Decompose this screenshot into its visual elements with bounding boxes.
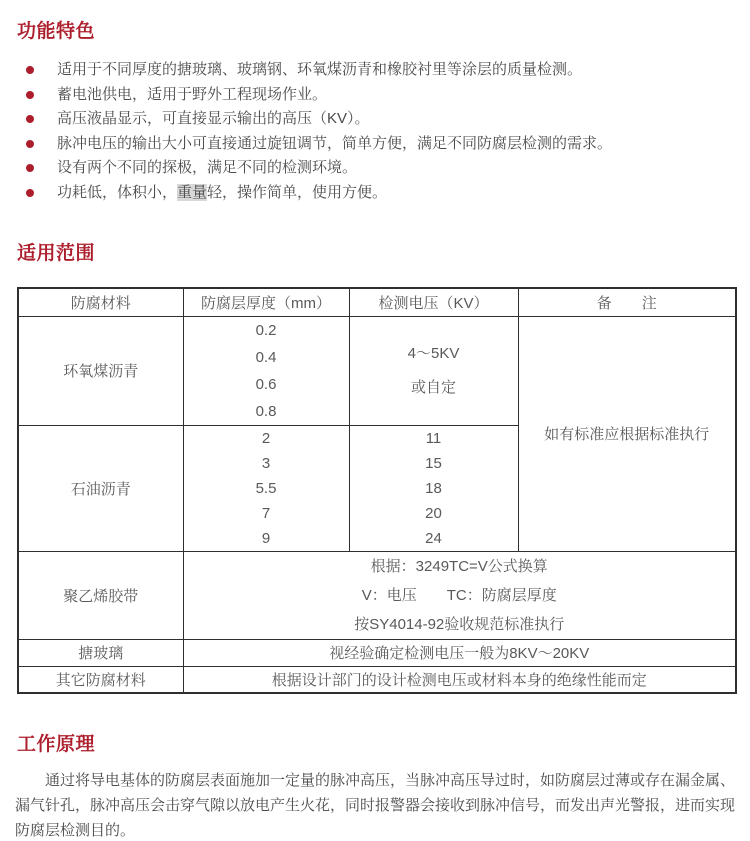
cell-line: 0.8 xyxy=(255,402,277,420)
feature-item xyxy=(26,132,735,157)
cell-line: 9 xyxy=(261,529,271,547)
cell-line: 按SY4014-92验收规范标准执行 xyxy=(354,615,565,633)
material-cell: 搪玻璃 xyxy=(18,639,183,666)
cell-line: 0.2 xyxy=(255,321,277,339)
principle-heading: 工作原理 xyxy=(17,734,96,755)
table-header-row xyxy=(18,288,736,316)
feature-item-text: 设有两个不同的探极，满足不同的检测环境。 xyxy=(57,159,358,176)
voltage-cell xyxy=(349,425,518,551)
feature-item-text: 高压液晶显示，可直接显示输出的高压（KV）。 xyxy=(57,110,370,127)
bullet-icon xyxy=(26,164,34,172)
formula-cell xyxy=(183,551,736,639)
cell-line: 20 xyxy=(425,504,442,522)
cell-line: 0.6 xyxy=(255,375,277,393)
note-cell: 视经验确定检测电压一般为8KV～20KV xyxy=(183,639,736,666)
cell-line: 2 xyxy=(261,429,271,447)
feature-item-text: 蓄电池供电，适用于野外工程现场作业。 xyxy=(57,85,328,103)
cell-line: 或自定 xyxy=(410,378,456,396)
bullet-icon xyxy=(26,140,34,148)
table-row xyxy=(18,551,736,639)
cell-line: 11 xyxy=(425,429,442,447)
bullet-icon xyxy=(26,66,34,74)
thickness-cell xyxy=(183,316,349,425)
applications-heading: 适用范围 xyxy=(17,243,96,264)
feature-text-highlighted: 重量 xyxy=(177,183,208,201)
cell-line: 7 xyxy=(261,504,271,522)
material-cell: 其它防腐材料 xyxy=(18,666,183,693)
features-list xyxy=(26,58,735,205)
cell-line: V：电压 TC：防腐层厚度 xyxy=(361,586,557,604)
material-cell: 聚乙烯胶带 xyxy=(18,551,183,639)
cell-line: 24 xyxy=(425,529,442,547)
header-cell-material: 防腐材料 xyxy=(18,288,183,316)
table-row xyxy=(18,316,736,425)
cell-line: 3 xyxy=(261,454,271,472)
bullet-icon xyxy=(26,189,34,197)
cell-line: 5.5 xyxy=(255,479,277,497)
bullet-icon xyxy=(26,115,34,123)
cell-line: 18 xyxy=(425,479,442,497)
voltage-cell xyxy=(349,316,518,425)
feature-item xyxy=(26,58,735,83)
feature-item xyxy=(26,156,735,181)
feature-item-text xyxy=(57,181,387,206)
thickness-cell xyxy=(183,425,349,551)
cell-line: 4～5KV xyxy=(407,344,460,362)
note-cell: 根据设计部门的设计检测电压或材料本身的绝缘性能而定 xyxy=(183,666,736,693)
feature-item-text: 适用于不同厚度的搪玻璃、玻璃钢、环氧煤沥青和橡胶衬里等涂层的质量检测。 xyxy=(57,61,583,78)
feature-text-pre: 功耗低，体积小， xyxy=(57,183,178,201)
feature-text-post: 轻，操作简单，使用方便。 xyxy=(207,183,388,201)
cell-line: 15 xyxy=(425,454,442,472)
header-cell-voltage: 检测电压（KV） xyxy=(349,288,518,316)
table-row xyxy=(18,666,736,693)
table-row xyxy=(18,639,736,666)
header-cell-remark: 备 注 xyxy=(518,288,736,316)
features-heading: 功能特色 xyxy=(17,21,96,42)
feature-item xyxy=(26,107,735,132)
application-table xyxy=(17,287,737,694)
bullet-icon xyxy=(26,91,34,99)
principle-paragraph: 通过将导电基体的防腐层表面施加一定量的脉冲高压，当脉冲高压导过时，如防腐层过薄或存在漏金属、漏气针孔，脉冲高压会击穿气隙以放电产生火花，同时报警器会接收到脉冲信号，而发出声光警报，进而实现防腐层检测目的。 xyxy=(15,772,736,839)
header-cell-thickness: 防腐层厚度（mm） xyxy=(183,288,349,316)
feature-item-text: 脉冲电压的输出大小可直接通过旋钮调节，简单方便，满足不同防腐层检测的需求。 xyxy=(57,134,613,152)
material-cell: 环氧煤沥青 xyxy=(18,316,183,425)
cell-line: 0.4 xyxy=(255,348,277,366)
remark-cell: 如有标准应根据标准执行 xyxy=(518,316,736,551)
cell-line: 根据：3249TC=V公式换算 xyxy=(370,557,548,575)
feature-item xyxy=(26,181,735,206)
material-cell: 石油沥青 xyxy=(18,425,183,551)
feature-item xyxy=(26,83,735,108)
